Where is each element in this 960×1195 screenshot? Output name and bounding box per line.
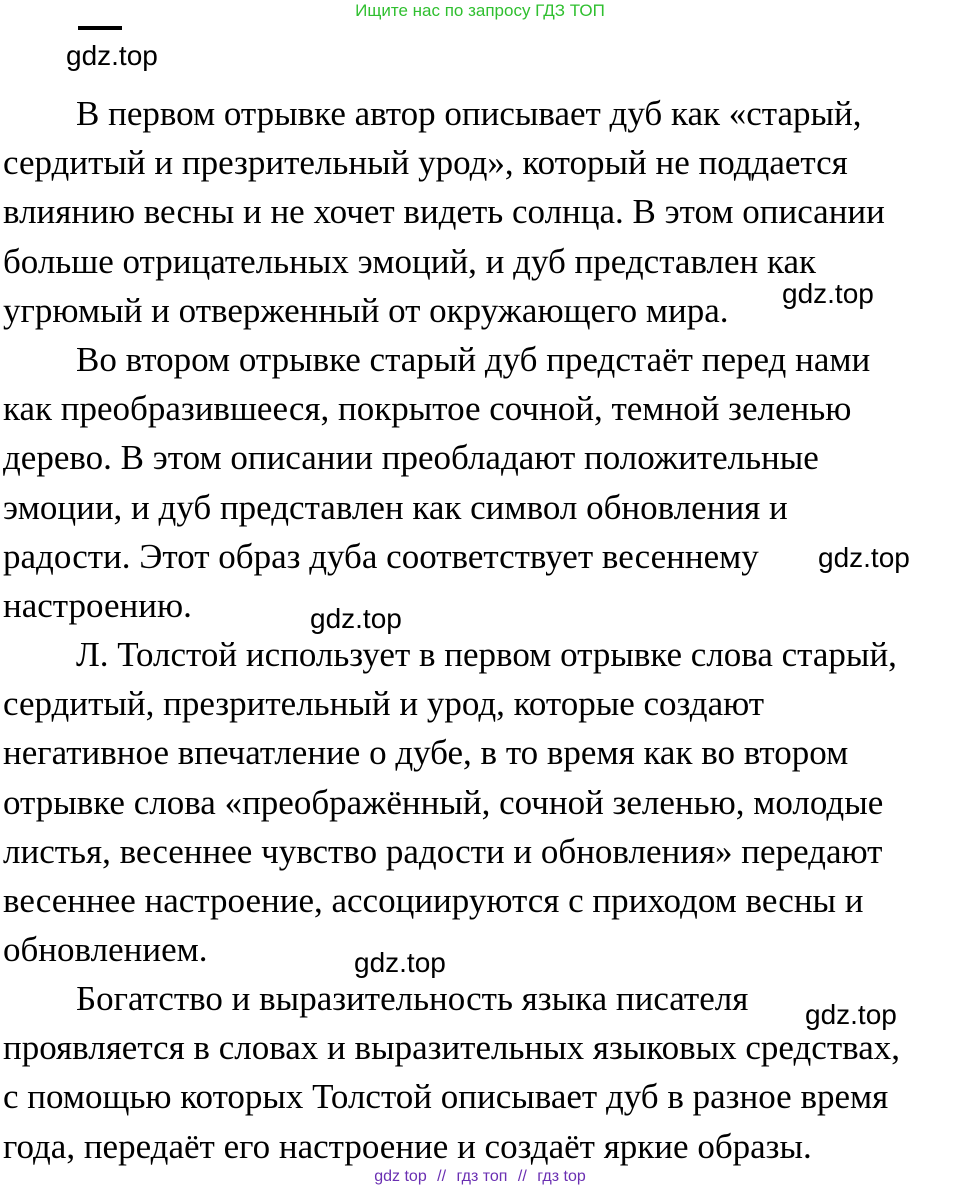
text-line: угрюмый и отверженный от окружающего мира. [3, 290, 729, 330]
text-line: проявляется в словах и выразительных языковых средствах, [3, 1028, 900, 1068]
paragraph-3 [3, 630, 958, 974]
paragraph-2 [3, 335, 958, 630]
text-line: радости. Этот образ дуба соответствует весеннему [3, 536, 759, 576]
text-line: отрывке слова «преображённый, сочной зеленью, молодые [3, 782, 884, 822]
text-line: обновлением. [3, 930, 208, 970]
watermark: gdz.top [354, 947, 446, 978]
watermark: gdz.top [818, 542, 910, 573]
text-line: года, передаёт его настроение и создаёт яркие образы. [3, 1126, 812, 1166]
watermark: gdz.top [782, 278, 874, 309]
footer-separator: // [437, 1168, 447, 1185]
footer-watermark [0, 1168, 960, 1186]
footer-item: гдз топ [456, 1168, 508, 1185]
footer-separator: // [517, 1168, 527, 1185]
text-line: листья, весеннее чувство радости и обновления» передают [3, 831, 883, 871]
text-line: как преобразившееся, покрытое сочной, темной зеленью [3, 389, 852, 429]
top-banner: Ищите нас по запросу ГДЗ ТОП [355, 1, 605, 20]
text-line: Богатство и выразительность языка писателя [76, 979, 749, 1018]
text-line: Л. Толстой использует в первом отрывке слова старый, [76, 635, 897, 674]
text-line: Во втором отрывке старый дуб предстаёт перед нами [76, 340, 871, 379]
text-line: негативное впечатление о дубе, в то время как во втором [3, 733, 849, 773]
text-line: эмоции, и дуб представлен как символ обновления и [3, 487, 788, 527]
text-line: настроению. [3, 586, 192, 626]
footer-item: gdz top [374, 1168, 427, 1185]
footer-item: гдз top [537, 1168, 586, 1185]
text-line: больше отрицательных эмоций, и дуб представлен как [3, 241, 817, 281]
text-line: В первом отрывке автор описывает дуб как «старый, [76, 94, 862, 133]
watermark: gdz.top [66, 40, 158, 71]
text-line: весеннее настроение, ассоциируются с приходом весны и [3, 881, 864, 921]
text-line: с помощью которых Толстой описывает дуб в разное время [3, 1077, 889, 1117]
watermark: gdz.top [805, 999, 897, 1030]
text-line: сердитый, презрительный и урод, которые создают [3, 684, 765, 724]
text-line: дерево. В этом описании преобладают положительные [3, 438, 819, 478]
text-line: влиянию весны и не хочет видеть солнца. В этом описании [3, 192, 885, 232]
text-line: сердитый и презрительный урод», который не поддается [3, 143, 848, 183]
paragraph-4 [3, 974, 958, 1171]
watermark: gdz.top [310, 603, 402, 634]
top-dash [78, 26, 122, 30]
